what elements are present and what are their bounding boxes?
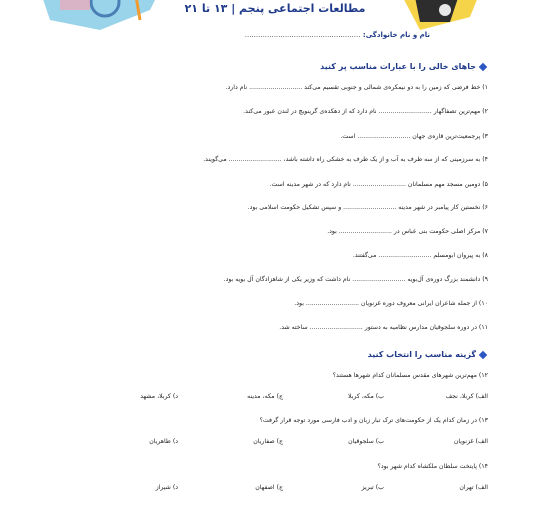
question-12-options xyxy=(78,393,488,403)
option-c[interactable]: ج) صفاریان xyxy=(253,438,283,445)
option-d[interactable]: د) طاهریان xyxy=(149,438,178,445)
question-3: ۳) پرجمعیت‌ترین قاره‌ی جهان ........................... است. xyxy=(340,133,488,140)
option-b[interactable]: ب) مکه، کربلا xyxy=(348,393,384,400)
question-14: ۱۴) پایتخت سلطان ملکشاه کدام شهر بود؟ xyxy=(377,463,488,470)
diamond-bullet-icon xyxy=(479,350,487,358)
section1-title: جاهای خالی را با عبارات مناسب پر کنید xyxy=(320,62,476,71)
option-d[interactable]: د) کربلا، مشهد xyxy=(140,393,178,400)
diamond-bullet-icon xyxy=(479,62,487,70)
option-a[interactable]: الف) کربلا، نجف xyxy=(445,393,488,400)
question-12: ۱۲) مهم‌ترین شهرهای مقدس مسلمانان کدام شهرها هستند؟ xyxy=(332,372,488,379)
question-1: ۱) خط فرضی که زمین را به دو نیمکره‌ی شمالی و جنوبی تقسیم می‌کند ........................... نام دارد. xyxy=(225,84,488,91)
section1-heading xyxy=(320,62,486,71)
section2-heading xyxy=(368,350,486,359)
question-10: ۱۰) از جمله شاعران ایرانی معروف دوره غزنویان ........................... بود. xyxy=(294,300,488,307)
question-13: ۱۳) در زمان کدام یک از حکومت‌های ترک تبار زبان و ادب فارسی مورد توجه قرار گرفت؟ xyxy=(259,417,488,424)
question-7: ۷) مرکز اصلی حکومت بنی عباس در ........................... بود. xyxy=(327,228,488,235)
option-c[interactable]: ج) اصفهان xyxy=(255,484,283,491)
option-c[interactable]: ج) مکه، مدینه xyxy=(247,393,283,400)
question-14-options xyxy=(78,484,488,494)
question-5: ۵) دومین مسجد مهم مسلمانان ........................... نام دارد که در شهر مدینه است. xyxy=(269,181,488,188)
question-8: ۸) به پیروان ابومسلم ........................... می‌گفتند. xyxy=(352,252,488,259)
question-4: ۴) به سرزمینی که از سه طرف به آب و از یک طرف به خشکی راه داشته باشد، ........................... می‌گویند. xyxy=(203,156,488,163)
option-a[interactable]: الف) غزنویان xyxy=(453,438,488,445)
name-dots: .................................................... xyxy=(244,31,361,39)
question-6: ۶) نخستین کار پیامبر در شهر مدینه ........................... و سپس تشکیل حکومت اسلامی بود. xyxy=(247,204,488,211)
question-9: ۹) دانشمند بزرگ دوره‌ی آل‌بویه ........................... نام داشت که وزیر یکی از شاهزادگان آل بویه بود. xyxy=(223,276,488,283)
section2-title: گزینه مناسب را انتخاب کنید xyxy=(367,350,476,359)
student-name-line xyxy=(245,31,430,39)
question-13-options xyxy=(78,438,488,448)
question-2: ۲) مهم‌ترین تصفاگهار ........................... نام دارد که از دهکده‌ی گرینویچ در لندن عبور می‌کند. xyxy=(243,108,488,115)
option-a[interactable]: الف) تهران xyxy=(459,484,488,491)
option-b[interactable]: ب) سلجوقیان xyxy=(348,438,384,445)
option-d[interactable]: د) شیراز xyxy=(155,484,178,491)
option-b[interactable]: ب) تبریز xyxy=(361,484,384,491)
page-title: مطالعات اجتماعی پنجم | ۱۳ تا ۲۱ xyxy=(184,2,366,15)
name-label: نام و نام خانوادگی: xyxy=(362,31,430,39)
question-11: ۱۱) در دوره سلجوقیان مدارس نظامیه به دستور ........................... ساخته شد. xyxy=(279,324,488,331)
